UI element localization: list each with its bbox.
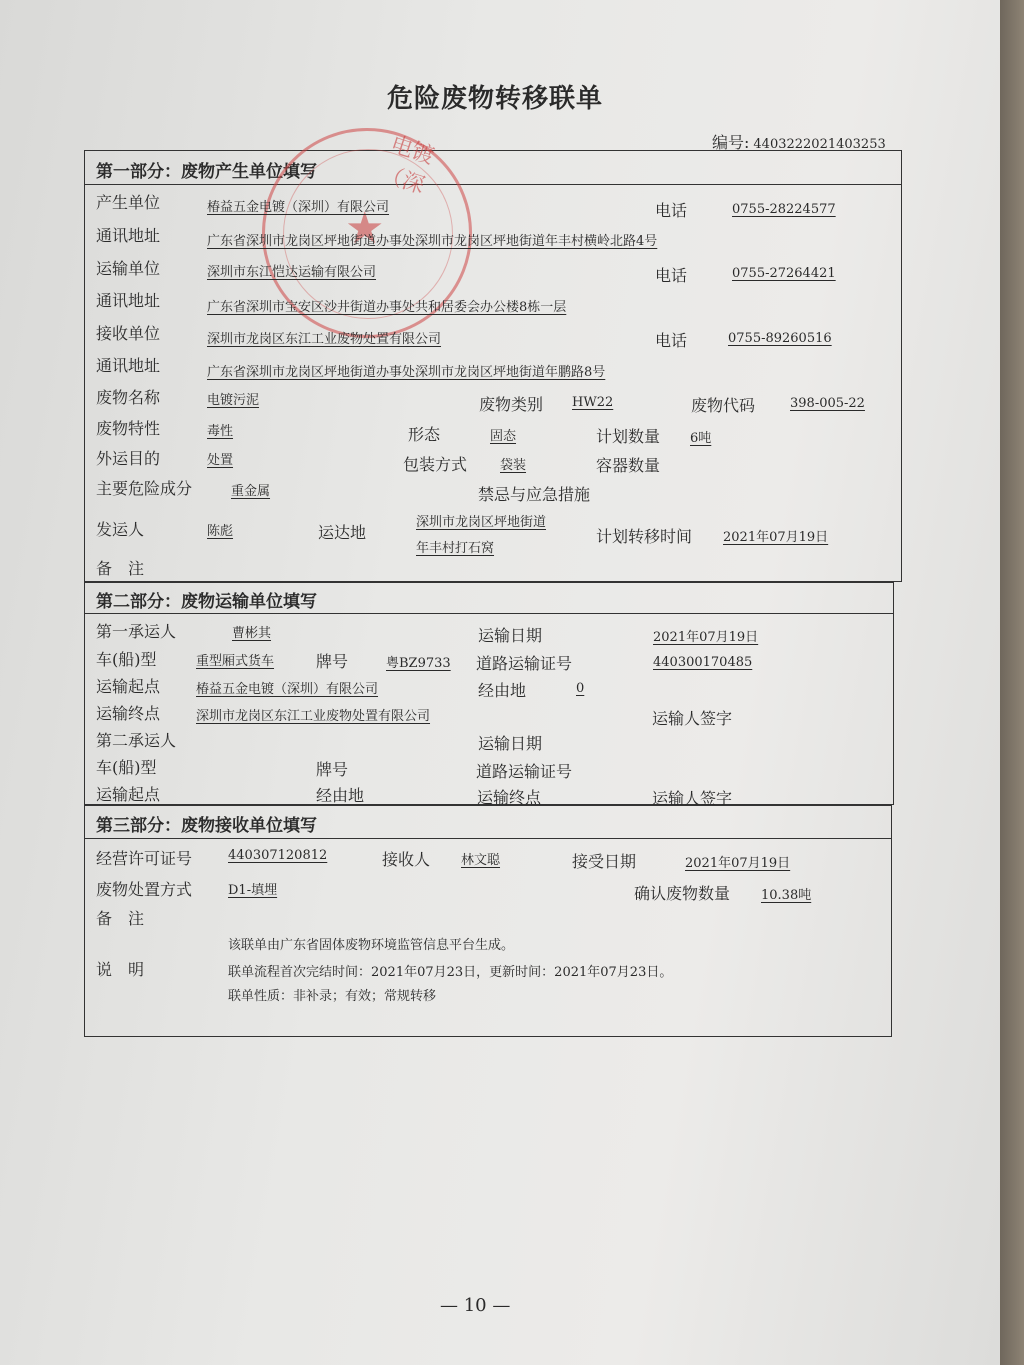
plan-qty-value: 6吨 (690, 431, 712, 446)
receive-date-value: 2021年07月19日 (685, 856, 791, 871)
disposal-value: D1-填埋 (228, 883, 278, 898)
container-qty-label: 容器数量 (596, 456, 661, 475)
part1-divider (84, 184, 902, 185)
shipper-label: 发运人 (96, 520, 145, 539)
end2-label: 运输终点 (477, 788, 542, 807)
remark-label-1: 备 注 (96, 559, 145, 578)
receiver-label: 接收单位 (96, 324, 161, 343)
packaging-value: 袋装 (500, 458, 527, 473)
destination-line-1: 深圳市龙岗区坪地街道 (416, 515, 547, 530)
transporter-address-label: 通讯地址 (96, 291, 161, 310)
transport-date-value: 2021年07月19日 (653, 630, 759, 645)
transport-date-label: 运输日期 (478, 626, 543, 645)
confirm-qty-label: 确认废物数量 (634, 884, 731, 903)
license-value: 440307120812 (228, 848, 328, 863)
producer-phone-label: 电话 (655, 201, 688, 220)
shipper-value: 陈彪 (207, 524, 234, 539)
start-label: 运输起点 (96, 677, 161, 696)
transporter-address: 广东省深圳市宝安区沙井街道办事处共和居委会办公楼8栋一层 (207, 300, 567, 315)
form-label: 形态 (408, 425, 441, 444)
form-value: 固态 (490, 429, 517, 444)
note-label: 说 明 (96, 960, 145, 979)
plan-date-value: 2021年07月19日 (723, 530, 829, 545)
serial-label: 编号: (712, 133, 750, 152)
hazard-value: 重金属 (231, 484, 271, 499)
start2-label: 运输起点 (96, 785, 161, 804)
license-label: 经营许可证号 (96, 849, 193, 868)
confirm-qty-value: 10.38吨 (761, 888, 812, 903)
vehicle2-label: 车(船)型 (96, 758, 157, 777)
carrier2-label: 第二承运人 (96, 731, 177, 750)
purpose-label: 外运目的 (96, 449, 161, 468)
background-edge (1000, 0, 1024, 1365)
end-label: 运输终点 (96, 704, 161, 723)
part3-box (84, 805, 892, 1037)
page-title: 危险废物转移联单 (386, 84, 603, 114)
producer-address: 广东省深圳市龙岗区坪地街道办事处深圳市龙岗区坪地街道年丰村横岭北路4号 (207, 234, 658, 249)
plate2-label: 牌号 (316, 760, 349, 779)
hazard-label: 主要危险成分 (96, 479, 193, 498)
receiver-address-label: 通讯地址 (96, 356, 161, 375)
receive-date-label: 接受日期 (572, 852, 637, 871)
vehicle-label: 车(船)型 (96, 650, 157, 669)
via2-label: 经由地 (316, 786, 365, 805)
recipient-label: 接收人 (382, 850, 431, 869)
producer-label: 产生单位 (96, 193, 161, 212)
transporter-phone: 0755-27264421 (732, 266, 836, 281)
carrier1-label: 第一承运人 (96, 622, 177, 641)
note-line-3: 联单性质：非补录；有效；常规转移 (228, 989, 437, 1004)
plan-qty-label: 计划数量 (596, 427, 661, 446)
transporter-phone-label: 电话 (655, 266, 688, 285)
start-value: 椿益五金电镀（深圳）有限公司 (196, 682, 379, 697)
code-value: 398-005-22 (790, 396, 865, 411)
part2-divider (84, 613, 894, 614)
plan-date-label: 计划转移时间 (596, 527, 693, 546)
receiver-phone-label: 电话 (655, 331, 688, 350)
permit2-label: 道路运输证号 (476, 762, 573, 781)
producer-value: 椿益五金电镀（深圳）有限公司 (207, 200, 390, 215)
permit-value: 440300170485 (653, 655, 753, 670)
transporter-value: 深圳市东江恺达运输有限公司 (207, 265, 377, 280)
taboo-label: 禁忌与应急措施 (478, 485, 591, 504)
category-label: 废物类别 (479, 395, 544, 414)
end-value: 深圳市龙岗区东江工业废物处置有限公司 (196, 709, 431, 724)
waste-name: 电镀污泥 (207, 393, 260, 408)
property-value: 毒性 (207, 424, 234, 439)
destination-label: 运达地 (318, 523, 367, 542)
property-label: 废物特性 (96, 419, 161, 438)
disposal-label: 废物处置方式 (96, 880, 193, 899)
waste-name-label: 废物名称 (96, 388, 161, 407)
part1-header: 第一部分：废物产生单位填写 (96, 162, 317, 182)
recipient-value: 林文聪 (461, 853, 501, 868)
carrier1-value: 曹彬其 (232, 626, 272, 641)
sign2-label: 运输人签字 (652, 789, 733, 808)
remark-label-3: 备 注 (96, 909, 145, 928)
producer-phone: 0755-28224577 (732, 202, 836, 217)
seal-text: 电镀（深 (377, 132, 437, 200)
destination-line-2: 年丰村打石窝 (416, 541, 495, 556)
code-label: 废物代码 (691, 396, 756, 415)
transport-date2-label: 运输日期 (478, 734, 543, 753)
via-value: 0 (576, 681, 585, 696)
part2-header: 第二部分：废物运输单位填写 (96, 592, 317, 612)
receiver-address: 广东省深圳市龙岗区坪地街道办事处深圳市龙岗区坪地街道年鹏路8号 (207, 365, 606, 380)
vehicle-value: 重型厢式货车 (196, 654, 275, 669)
serial-value: 4403222021403253 (753, 137, 886, 152)
part3-divider (84, 838, 892, 839)
via-label: 经由地 (478, 681, 527, 700)
category-value: HW22 (572, 395, 614, 410)
sign-label: 运输人签字 (652, 709, 733, 728)
permit-label: 道路运输证号 (476, 654, 573, 673)
part3-header: 第三部分：废物接收单位填写 (96, 816, 317, 836)
transporter-label: 运输单位 (96, 259, 161, 278)
packaging-label: 包装方式 (403, 455, 468, 474)
page-number: — 10 — (440, 1295, 511, 1316)
note-line-1: 该联单由广东省固体废物环境监管信息平台生成。 (228, 938, 515, 953)
star-icon: ★ (345, 203, 385, 254)
receiver-value: 深圳市龙岗区东江工业废物处置有限公司 (207, 332, 442, 347)
purpose-value: 处置 (207, 453, 234, 468)
producer-address-label: 通讯地址 (96, 226, 161, 245)
note-line-2: 联单流程首次完结时间：2021年07月23日，更新时间：2021年07月23日。 (228, 965, 673, 980)
plate-value: 粤BZ9733 (386, 656, 451, 671)
plate-label: 牌号 (316, 652, 349, 671)
receiver-phone: 0755-89260516 (728, 331, 832, 346)
